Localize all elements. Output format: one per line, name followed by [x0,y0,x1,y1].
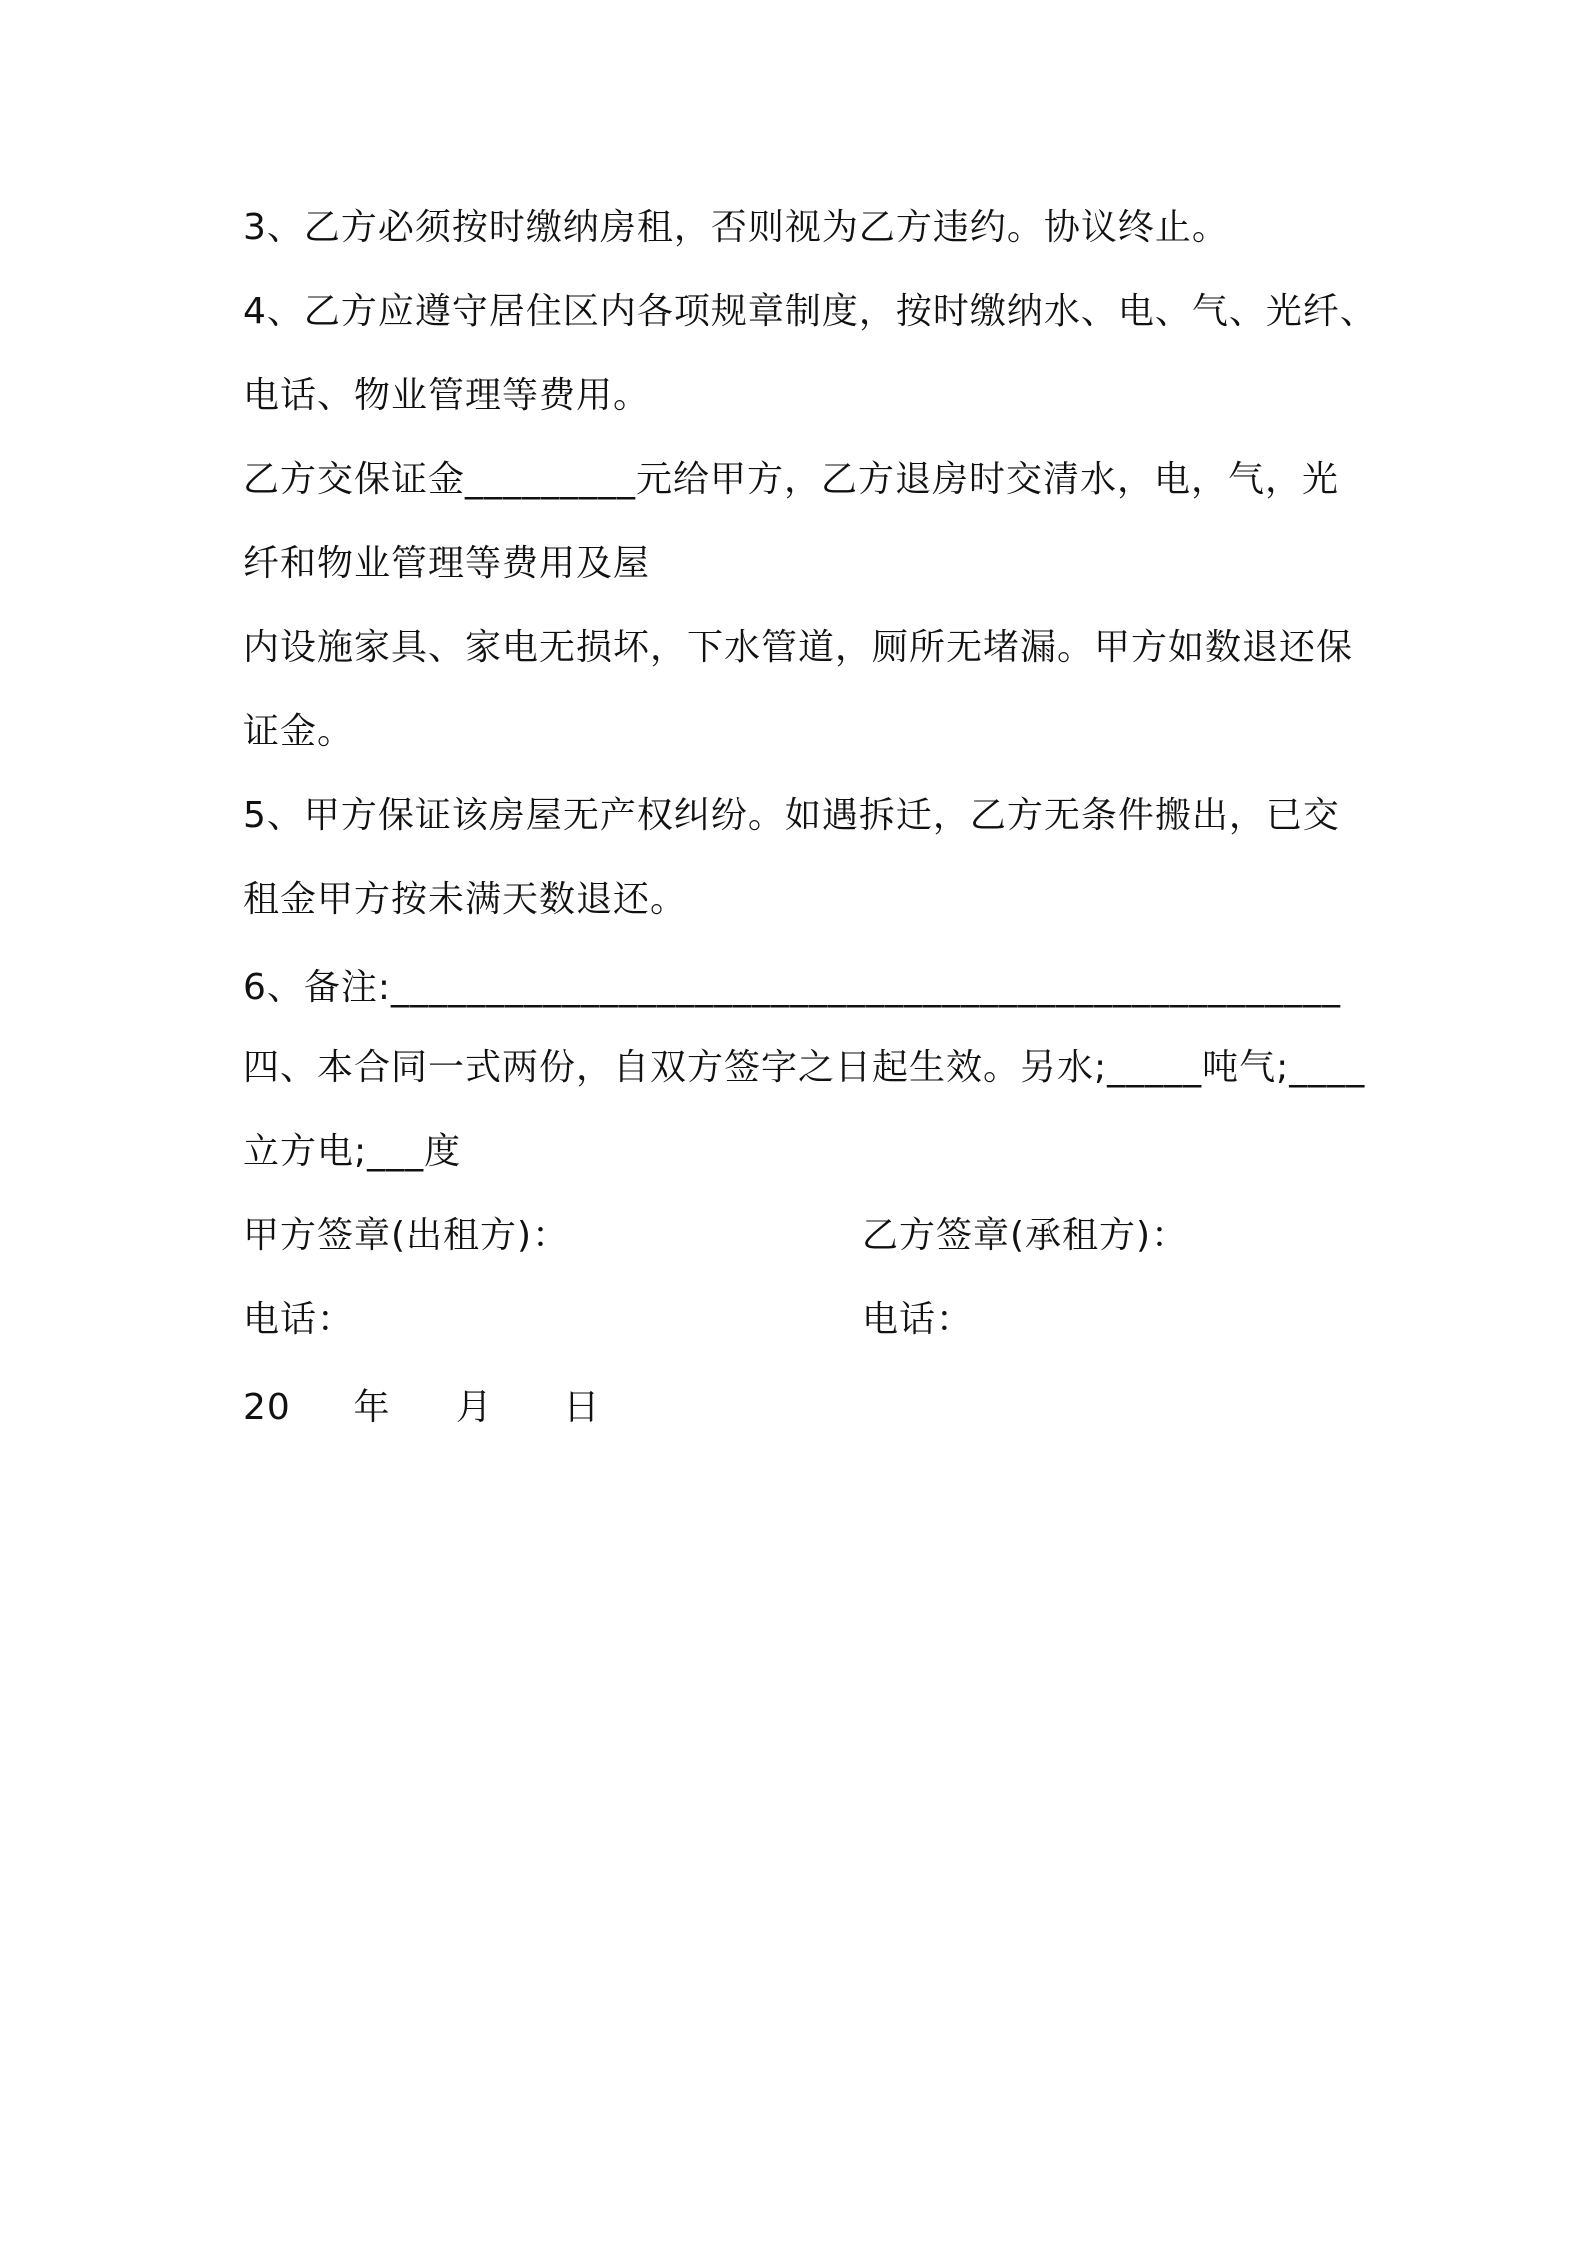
party-a-signature-label: 甲方签章(出租方)： [243,1215,570,1256]
date-year-label: 年 [353,1387,391,1428]
clause-four-line-2: 立方电;___度 [243,1131,462,1172]
party-a-phone-label: 电话： [243,1299,355,1340]
party-b-signature-label: 乙方签章(承租方)： [862,1215,1189,1256]
deposit-line-1: 乙方交保证金_________元给甲方，乙方退房时交清水，电，气，光 [243,459,1340,500]
clause-5-line-1: 5、甲方保证该房屋无产权纠纷。如遇拆迁，乙方无条件搬出，已交 [243,795,1340,836]
clause-6-remarks: 6、备注:__________________________________________________ [243,967,1342,1008]
date-year-prefix: 20 [243,1387,291,1428]
deposit-line-4: 证金。 [243,711,355,752]
clause-3: 3、乙方必须按时缴纳房租，否则视为乙方违约。协议终止。 [243,207,1229,248]
clause-5-line-2: 租金甲方按未满天数退还。 [243,879,688,920]
date-month-label: 月 [455,1387,493,1428]
deposit-line-2: 纤和物业管理等费用及屋 [243,543,651,584]
date-day-label: 日 [563,1387,601,1428]
party-b-phone-label: 电话： [862,1299,974,1340]
deposit-line-3: 内设施家具、家电无损坏，下水管道，厕所无堵漏。甲方如数退还保 [243,627,1354,668]
date-line [243,1384,600,1432]
clause-4-line-2: 电话、物业管理等费用。 [243,375,651,416]
clause-four-line-1: 四、本合同一式两份，自双方签字之日起生效。另水;_____吨气;____ [243,1047,1366,1088]
clause-4-line-1: 4、乙方应遵守居住区内各项规章制度，按时缴纳水、电、气、光纤、 [243,291,1377,332]
